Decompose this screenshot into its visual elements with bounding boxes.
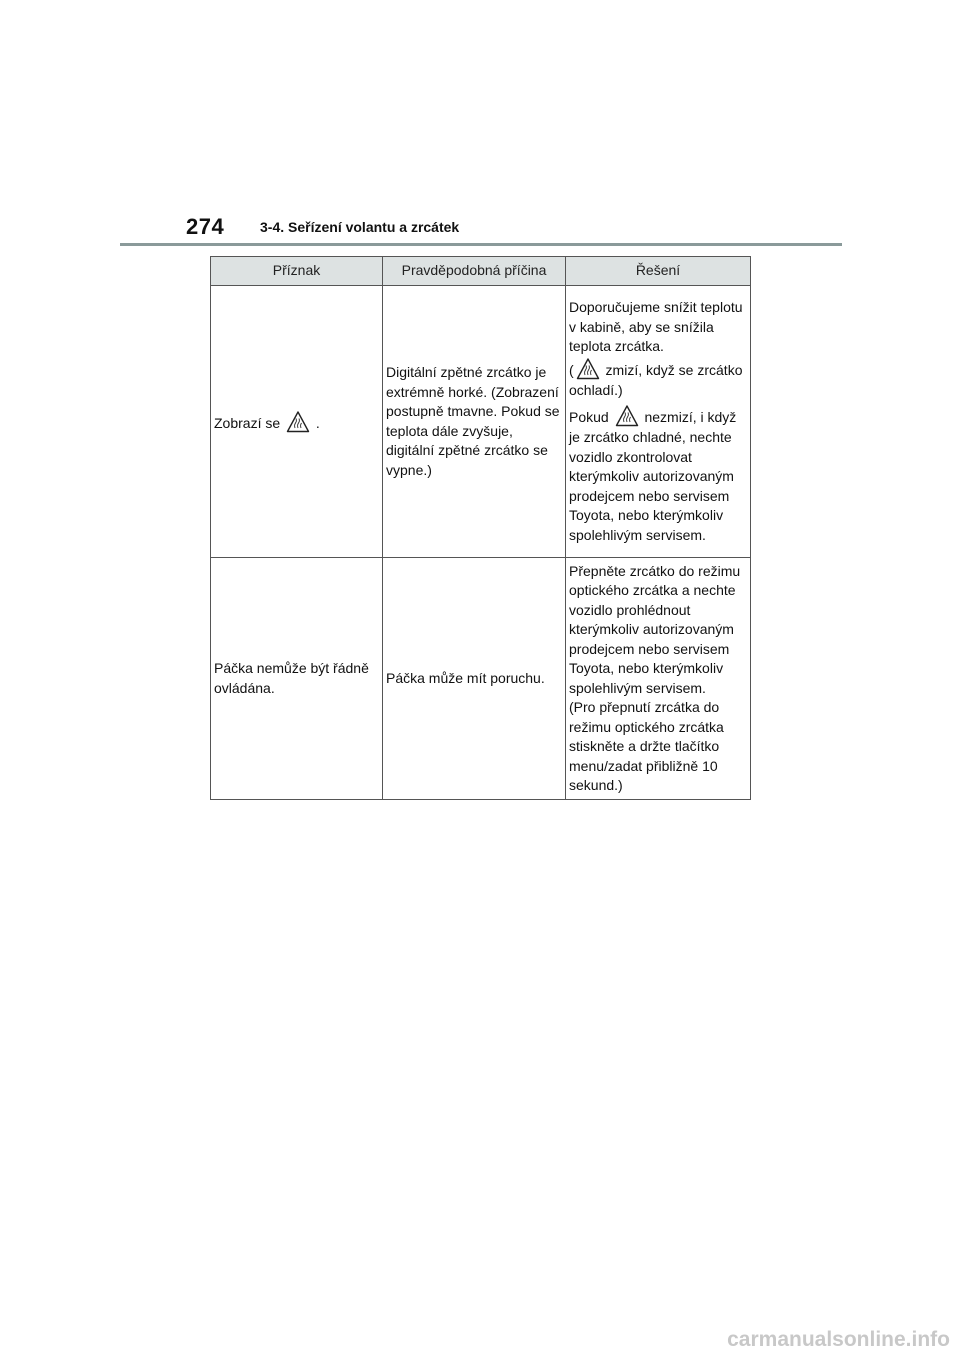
table-header-row	[211, 257, 751, 286]
mirror-overheat-warning-icon	[286, 410, 310, 434]
solution-text: Doporučujeme snížit teplotu v kabině, aby se snížila teplota zrcátka.	[569, 299, 743, 354]
table-row	[211, 286, 751, 558]
solution-paragraph: Přepněte zrcátko do režimu optického zrcátka a nechte vozidlo prohlédnout kterýmkoliv autorizovaným prodejcem nebo servisem Toyota, nebo kterýmkoliv spolehlivým servisem.	[569, 562, 741, 696]
cause-cell: Páčka může mít poruchu.	[383, 558, 566, 800]
solution-cell	[566, 558, 751, 800]
solution-text: Pokud	[569, 409, 613, 425]
solution-text-open: (	[569, 361, 574, 378]
table-row	[211, 558, 751, 800]
page-number: 274	[186, 214, 225, 239]
cause-cell: Digitální zpětné zrcátko je extrémně horké. (Zobrazení postupně tmavne. Pokud se teplota dále zvyšuje, digitální zpětné zrcátko se vypne.)	[383, 286, 566, 558]
column-header-cause: Pravděpodobná příčina	[383, 257, 566, 286]
header-divider	[120, 243, 842, 246]
column-header-solution: Řešení	[566, 257, 751, 286]
symptom-cell: Páčka nemůže být řádně ovládána.	[211, 558, 383, 800]
solution-cell	[566, 286, 751, 558]
mirror-overheat-warning-icon	[576, 357, 600, 381]
section-title: 3-4. Seřízení volantu a zrcátek	[260, 219, 460, 235]
watermark: carmanualsonline.info	[727, 1328, 950, 1351]
solution-text-rest: nezmizí, i když je zrcátko chladné, nechte vozidlo zkontrolovat kterýmkoliv autorizovaným prodejcem nebo servisem Toyota, nebo kterýmkoliv spolehlivým servisem.	[569, 409, 737, 543]
column-header-symptom: Příznak	[211, 257, 383, 286]
symptom-cell	[211, 286, 383, 558]
solution-paragraph	[569, 298, 747, 400]
mirror-overheat-warning-icon	[615, 404, 639, 428]
symptom-text: Zobrazí se	[214, 414, 285, 431]
solution-paragraph: (Pro přepnutí zrcátka do režimu optického zrcátka stiskněte a držte tlačítko menu/zadat přibližně 10 sekund.)	[569, 699, 724, 793]
troubleshooting-table	[210, 256, 751, 800]
solution-text-rest: zmizí, když se zrcátko ochladí.)	[569, 361, 743, 398]
solution-paragraph	[569, 404, 747, 545]
symptom-text-suffix: .	[312, 414, 320, 431]
